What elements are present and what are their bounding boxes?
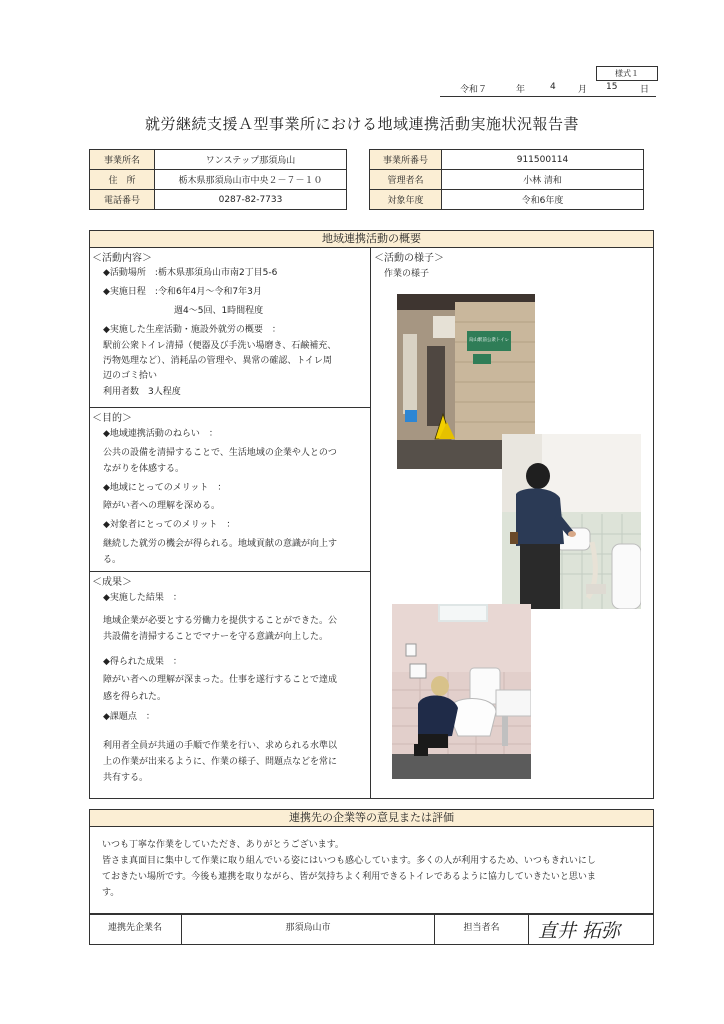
person-signature: 直井 拓弥 <box>538 920 621 942</box>
purpose-community-label: ◆地域にとってのメリット ： <box>103 483 227 493</box>
office-name-label: 事業所名 <box>90 150 155 170</box>
purpose-community-text: 障がい者への理解を深める。 <box>103 501 221 511</box>
results-issues-text: 利用者全員が共通の手順で作業を行い、求められる水準以 <box>103 741 338 751</box>
fiscal-year-label: 対象年度 <box>370 190 442 210</box>
activity-summary-line: 汚物処理など）、消耗品の管理や、異常の確認、トイレ周 <box>103 356 332 366</box>
evaluation-line: ておきたい場所です。今後も連携を取りながら、皆が気持ちよく利用できるトイレであるように協力していきたいと思いま <box>102 872 596 882</box>
report-date <box>440 82 660 95</box>
fiscal-year-value: 令和6年度 <box>442 190 644 210</box>
page-title: 就労継続支援Ａ型事業所における地域連携活動実施状況報告書 <box>144 115 579 133</box>
results-outcome-label: ◆実施した結果 ： <box>103 593 182 603</box>
manager-label: 管理者名 <box>370 170 442 190</box>
activity-users: 利用者数 3人程度 <box>103 387 181 397</box>
evaluation-header: 連携先の企業等の意見または評価 <box>89 809 654 827</box>
results-gains-text: 障がい者への理解が深まった。仕事を遂行することで達成 <box>103 675 338 685</box>
partner-value: 那須烏山市 <box>285 923 331 933</box>
results-issues-text: 上の作業が出来るように、作業の様子、問題点などを常に <box>103 757 338 767</box>
address-label: 住 所 <box>90 170 155 190</box>
date-era: 令和７ <box>460 85 488 95</box>
date-underline <box>440 96 656 97</box>
evaluation-line: 皆さま真面目に集中して作業に取り組んでいる姿にはいつも感心しています。多くの人が利用するため、いつもきれいにし <box>102 856 596 866</box>
date-year-unit: 年 <box>516 85 526 95</box>
results-issues-text: 共有する。 <box>103 773 149 783</box>
phone-value: 0287-82-7733 <box>155 190 347 210</box>
purpose-participant-label: ◆対象者にとってのメリット ： <box>103 520 236 530</box>
results-outcome-text: 共設備を清掃することでマナーを守る意識が向上した。 <box>103 632 329 642</box>
washbasin-cleaning-photo <box>502 434 641 609</box>
date-day-unit: 日 <box>640 85 650 95</box>
purpose-aim-text: 公共の設備を清掃することで、生活地域の企業や人とのつ <box>103 448 337 458</box>
results-outcome-text: 地域企業が必要とする労働力を提供することができた。公 <box>103 616 338 626</box>
results-gains-label: ◆得られた成果 ： <box>103 657 182 667</box>
activity-summary-line: 辺のゴミ拾い <box>103 371 158 381</box>
photos-caption: 作業の様子 <box>384 269 430 279</box>
activity-heading: ＜活動内容＞ <box>92 253 152 264</box>
evaluation-line: いつも丁寧な作業をしていただき、ありがとうございます。 <box>102 840 344 850</box>
activity-frequency: 週4～5回、1時間程度 <box>174 306 264 316</box>
toilet-sign-text: 烏山駅前公衆トイレ <box>468 338 510 343</box>
form-number: 様式１ <box>596 66 658 81</box>
activity-place: ◆活動場所 :栃木県那須烏山市南2丁目5-6 <box>103 268 278 278</box>
purpose-aim-label: ◆地域連携活動のねらい ： <box>103 429 218 439</box>
results-issues-label: ◆課題点 ： <box>103 712 155 722</box>
overview-divider <box>370 247 371 798</box>
date-month: 4 <box>550 82 556 92</box>
manager-value: 小林 清和 <box>442 170 644 190</box>
results-gains-text: 感を得られた。 <box>103 692 167 702</box>
overview-header: 地域連携活動の概要 <box>89 230 654 248</box>
purpose-aim-text: ながりを体感する。 <box>103 464 185 474</box>
phone-label: 電話番号 <box>90 190 155 210</box>
purpose-heading: ＜目的＞ <box>92 413 132 424</box>
activity-summary-line: 駅前公衆トイレ清掃（便器及び手洗い場磨き、石鹸補充、 <box>103 341 337 351</box>
office-name-value: ワンステップ那須烏山 <box>155 150 347 170</box>
purpose-participant-text: 継続した就労の機会が得られる。地域貢献の意識が向上す <box>103 539 338 549</box>
photos-heading: ＜活動の様子＞ <box>374 253 444 264</box>
activity-summary-label: ◆実施した生産活動・施設外就労の概要 ： <box>103 325 281 335</box>
results-heading: ＜成果＞ <box>92 577 132 588</box>
office-info-table <box>89 149 347 210</box>
office-details-table <box>369 149 644 210</box>
evaluation-line: す。 <box>102 888 120 898</box>
purpose-participant-text: る。 <box>103 555 122 565</box>
purpose-divider <box>89 407 371 408</box>
office-number-value: 911500114 <box>442 150 644 170</box>
date-day: 15 <box>606 82 618 92</box>
results-divider <box>89 571 371 572</box>
partner-label: 連携先企業名 <box>107 923 162 933</box>
toilet-cleaning-photo <box>392 604 531 779</box>
activity-schedule: ◆実施日程 :令和6年4月～令和7年3月 <box>103 287 262 297</box>
partner-divider-3 <box>528 913 529 944</box>
date-month-unit: 月 <box>578 85 588 95</box>
person-label: 担当者名 <box>463 923 500 933</box>
address-value: 栃木県那須烏山市中央２－７－１０ <box>155 170 347 190</box>
office-number-label: 事業所番号 <box>370 150 442 170</box>
